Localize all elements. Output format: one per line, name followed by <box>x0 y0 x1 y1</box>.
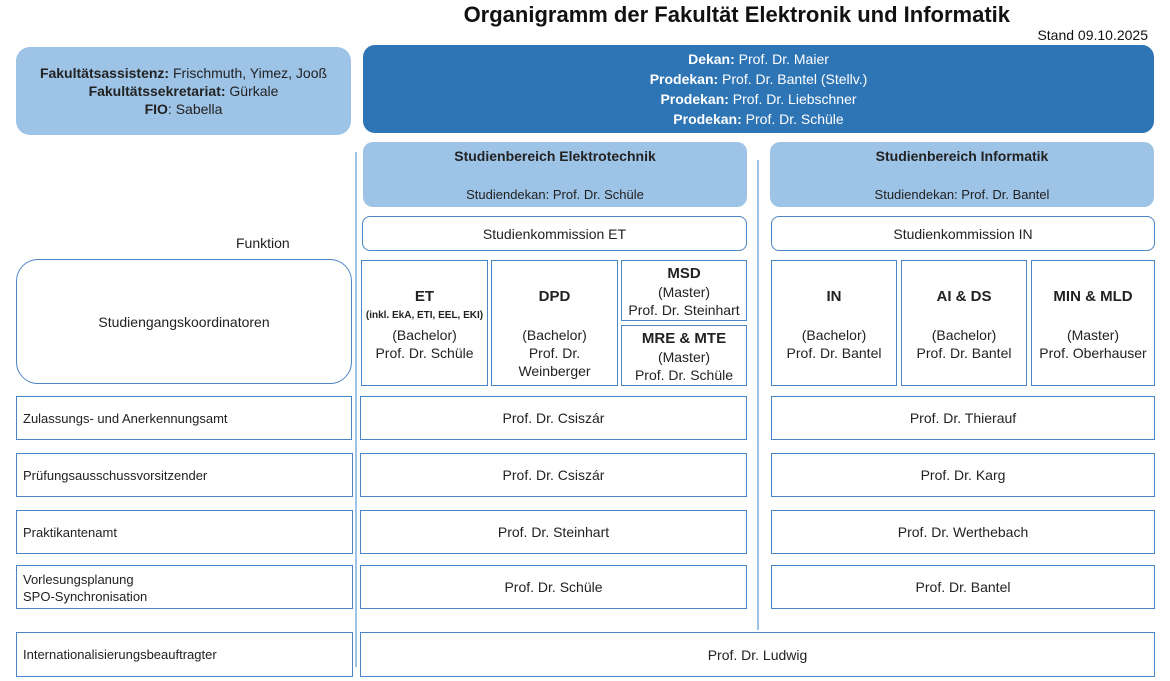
area-et-title: Studienbereich Elektrotechnik <box>454 148 656 164</box>
program-msd-box <box>621 260 747 321</box>
function-et-value: Prof. Dr. Csiszár <box>360 453 747 497</box>
program-coord: Prof. Dr. Weinberger <box>518 345 591 379</box>
program-name: MRE & MTE <box>641 330 727 347</box>
divider-line-right <box>757 160 759 630</box>
program-degree: (Bachelor) <box>931 327 997 343</box>
date-label: Stand 09.10.2025 <box>1037 27 1148 43</box>
program-degree: (Bachelor) <box>801 327 867 343</box>
program-name: AI & DS <box>936 288 992 305</box>
program-min-box <box>1031 260 1155 386</box>
function-in-value: Prof. Dr. Karg <box>771 453 1155 497</box>
program-coord: Prof. Dr. Schüle <box>634 367 734 383</box>
admin-line: Fakultätsassistenz: Frischmuth, Yimez, Jooß <box>39 65 328 81</box>
dean-line: Dekan: Prof. Dr. Maier <box>688 51 829 67</box>
function-et-value: Prof. Dr. Csiszár <box>360 396 747 440</box>
area-in-title: Studienbereich Informatik <box>875 148 1049 164</box>
program-degree: (Master) <box>1066 327 1120 343</box>
function-label: Vorlesungsplanung <box>23 572 134 587</box>
program-coord: Prof. Oberhauser <box>1039 345 1147 361</box>
dean-line: Prodekan: Prof. Dr. Liebschner <box>660 91 857 107</box>
function-label-box <box>16 565 353 609</box>
program-mre-box <box>621 325 747 386</box>
program-dpd-box <box>491 260 618 386</box>
program-name: MIN & MLD <box>1053 288 1133 305</box>
area-et-dean: Studiendekan: Prof. Dr. Schüle <box>466 187 644 202</box>
page-title: Organigramm der Fakultät Elektronik und Informatik <box>463 2 1010 27</box>
program-degree: (Bachelor) <box>392 327 457 343</box>
program-coord: Prof. Dr. Bantel <box>786 345 882 361</box>
program-name: DPD <box>538 288 571 305</box>
program-sub: (inkl. EkA, ETI, EEL, EKI) <box>365 310 484 321</box>
area-in-box <box>770 142 1154 207</box>
program-degree: (Master) <box>657 349 711 365</box>
dean-line: Prodekan: Prof. Dr. Schüle <box>673 111 844 127</box>
program-coord: Prof. Dr. Steinhart <box>628 302 740 318</box>
program-name: IN <box>826 288 842 305</box>
program-in-box <box>771 260 897 386</box>
program-degree: (Master) <box>657 284 711 300</box>
function-et-value: Prof. Dr. Schüle <box>360 565 747 609</box>
coordinators-label: Studiengangskoordinatoren <box>98 313 270 330</box>
function-in-value: Prof. Dr. Thierauf <box>771 396 1155 440</box>
international-label: Internationalisierungsbeauftragter <box>16 632 353 677</box>
function-in-value: Prof. Dr. Werthebach <box>771 510 1155 554</box>
function-et-value: Prof. Dr. Steinhart <box>360 510 747 554</box>
admin-line: Fakultätssekretariat: Gürkale <box>88 83 279 99</box>
coordinators-box <box>16 259 352 384</box>
area-et-box <box>363 142 747 207</box>
area-in-dean: Studiendekan: Prof. Dr. Bantel <box>874 187 1050 202</box>
function-in-value: Prof. Dr. Bantel <box>771 565 1155 609</box>
program-name: MSD <box>667 265 701 282</box>
admin-box <box>16 47 351 135</box>
commission-in: Studienkommission IN <box>771 216 1155 251</box>
admin-line: FIO: Sabella <box>144 101 223 117</box>
commission-et: Studienkommission ET <box>362 216 747 251</box>
program-et-box <box>361 260 488 386</box>
international-value: Prof. Dr. Ludwig <box>360 632 1155 677</box>
program-coord: Prof. Dr. Schüle <box>375 345 474 361</box>
divider-line-left <box>355 152 357 667</box>
program-aids-box <box>901 260 1027 386</box>
dean-line: Prodekan: Prof. Dr. Bantel (Stellv.) <box>649 71 868 87</box>
function-label: Praktikantenamt <box>16 510 353 554</box>
function-label: Prüfungsausschussvorsitzender <box>16 453 353 497</box>
program-coord: Prof. Dr. Bantel <box>916 345 1012 361</box>
funktion-label: Funktion <box>236 235 290 251</box>
program-degree: (Bachelor) <box>522 327 587 343</box>
function-label-line2: SPO-Synchronisation <box>23 589 148 604</box>
function-label: Zulassungs- und Anerkennungsamt <box>16 396 352 440</box>
program-name: ET <box>414 288 435 305</box>
dean-box <box>363 45 1154 133</box>
